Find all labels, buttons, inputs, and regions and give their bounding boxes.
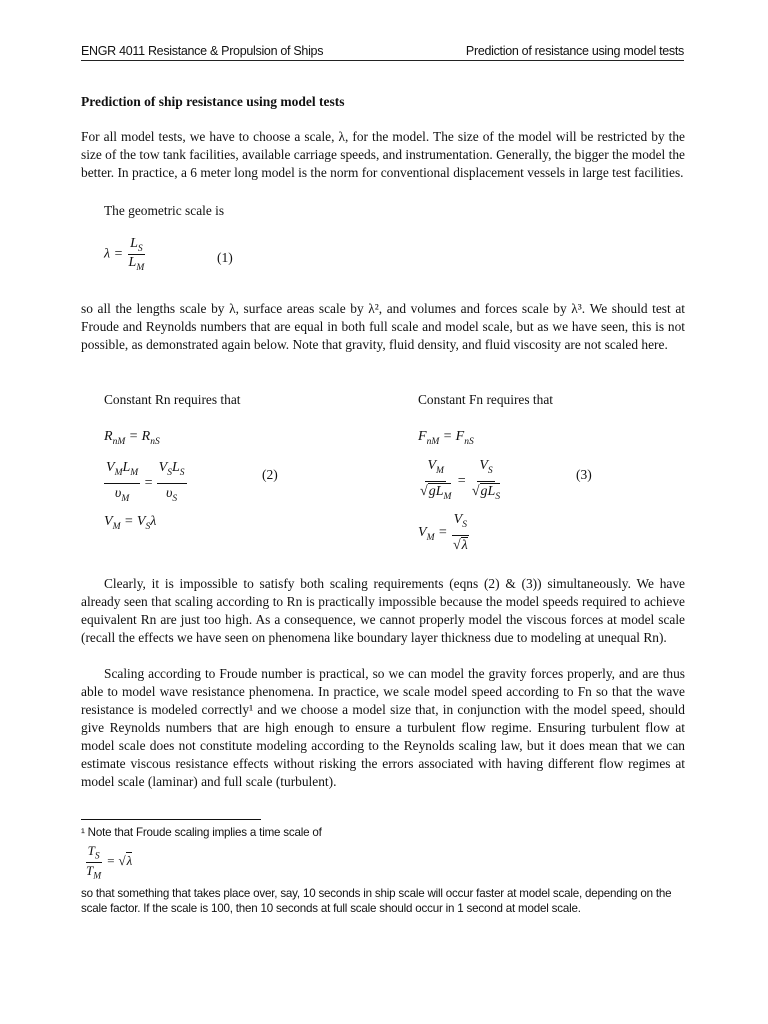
equation-3: $F_{nM} = F_{nS}$ $\frac{V_M}{√gL_M}$ = $\frac{V_S}{√gL_S}$ $V_M$ = $\frac{V_S}{√\lambda}$	[418, 429, 501, 554]
paragraph-scaling: so all the lengths scale by λ, surface areas scale by λ², and volumes and forces scale by λ³. We should test at Froude and Reynolds numbers that are equal in both full scale and model scale, but as we have seen, this is not possible, as demonstrated again below. Note that gravity, fluid density, and fluid viscosity are not scaled here.	[81, 301, 685, 352]
paragraph-rn-impossible: Clearly, it is impossible to satisfy both scaling requirements (eqns (2) & (3)) simultaneously. We have already seen that scaling according to Rn is practically impossible because the model speeds required to achieve equivalent Rn are just too high. As a consequence, we cannot properly model the viscous forces at model scale (recall the effects we have seen on phenomena like boundary layer thickness due to modeling at unequal Rn).	[81, 576, 685, 645]
header-course: ENGR 4011 Resistance & Propulsion of Ships	[81, 44, 324, 58]
section-title: Prediction of ship resistance using model tests	[81, 94, 345, 109]
footnote-intro: ¹ Note that Froude scaling implies a time scale of	[81, 826, 322, 839]
label-constant-rn: Constant Rn requires that	[104, 392, 241, 407]
footnote-equation: $\frac{T_S}{T_M}$ = √λ	[86, 843, 133, 882]
equation-1: λ = $\frac{L_S}{L_M}$	[104, 236, 145, 273]
footnote-divider	[81, 819, 261, 820]
page-header	[81, 44, 684, 61]
footnote-text: so that something that takes place over, say, 10 seconds in ship scale will occur faster at model scale, depending on the scale factor. If the scale is 100, then 10 seconds at full scale should occur in 1 second at model scale.	[81, 887, 672, 915]
header-topic: Prediction of resistance using model tests	[465, 44, 684, 58]
paragraph-froude-scaling: Scaling according to Froude number is practical, so we can model the gravity forces properly, and are thus able to model wave resistance phenomena. In practice, we scale model speed according to Fn so that the wave resistance is modeled correctly¹ and we choose a model size that, in conjunction with the model speed, should give Reynolds numbers that are high enough to ensure a turbulent flow regime. Ensuring turbulent flow at model scale does not constitute modeling according to the Reynolds scaling law, but it does mean that we can estimate viscous resistance effects without risking the errors associated with having different flow regimes at model scale (laminar) and full scale (turbulent).	[81, 666, 685, 789]
equation-1-number: (1)	[217, 250, 233, 265]
paragraph-intro: For all model tests, we have to choose a scale, λ, for the model. The size of the model will be restricted by the size of the tow tank facilities, available carriage speeds, and instrumentation. Generally, the bigger the model the better. In practice, a 6 meter long model is the norm for conventional displacement vessels in large test facilities.	[81, 129, 685, 180]
equation-2: $R_{nM} = R_{nS}$ $\frac{V_ML_M}{\upsilon_M}$ = $\frac{V_SL_S}{\upsilon_S}$ $V_M = V_S\lambda$	[104, 429, 185, 533]
equation-3-number: (3)	[576, 467, 592, 482]
label-constant-fn: Constant Fn requires that	[418, 392, 554, 407]
equation-2-number: (2)	[262, 467, 278, 482]
paragraph-geometric-scale: The geometric scale is	[104, 203, 225, 218]
